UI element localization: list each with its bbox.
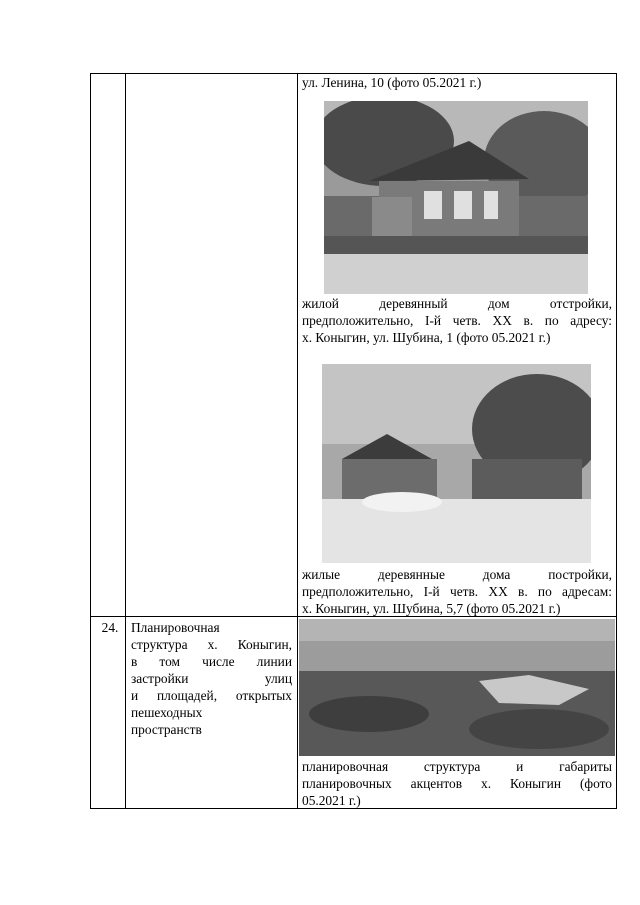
object-line: пешеходных: [131, 705, 203, 720]
object-line: структура х. Коныгин,: [131, 637, 292, 652]
caption-line: планировочная структура и габариты: [302, 759, 612, 774]
photo-house-shubina-1: [324, 101, 588, 294]
column-divider-number: [125, 73, 126, 809]
table-border-right: [616, 73, 617, 809]
heritage-table: [90, 73, 617, 809]
caption-line: предположительно, I-й четв. XX в. по адресу:: [302, 313, 612, 328]
caption-line: жилой деревянный дом отстройки,: [302, 296, 612, 311]
caption-top: ул. Ленина, 10 (фото 05.2021 г.): [302, 75, 482, 90]
object-line: и площадей, открытых: [131, 688, 292, 703]
object-line: пространств: [131, 722, 202, 737]
photo-houses-shubina-5-7: [322, 364, 591, 563]
object-line: застройки улиц: [131, 671, 292, 686]
object-line: Планировочная: [131, 620, 220, 635]
row-number: 24.: [101, 620, 119, 635]
caption-line: предположительно, I-й четв. XX в. по адресам:: [302, 584, 612, 599]
caption-line: 05.2021 г.): [302, 793, 361, 808]
caption-line: планировочных акцентов х. Коныгин (фото: [302, 776, 612, 791]
column-divider-object: [297, 73, 298, 809]
caption-line: жилые деревянные дома постройки,: [302, 567, 612, 582]
caption-line: х. Коныгин, ул. Шубина, 5,7 (фото 05.2021 г.): [302, 601, 561, 616]
object-line: в том числе линии: [131, 654, 292, 669]
caption-line: х. Коныгин, ул. Шубина, 1 (фото 05.2021 г.): [302, 330, 551, 345]
table-border-left: [90, 73, 91, 809]
photo-aerial-konygin: [299, 619, 615, 756]
